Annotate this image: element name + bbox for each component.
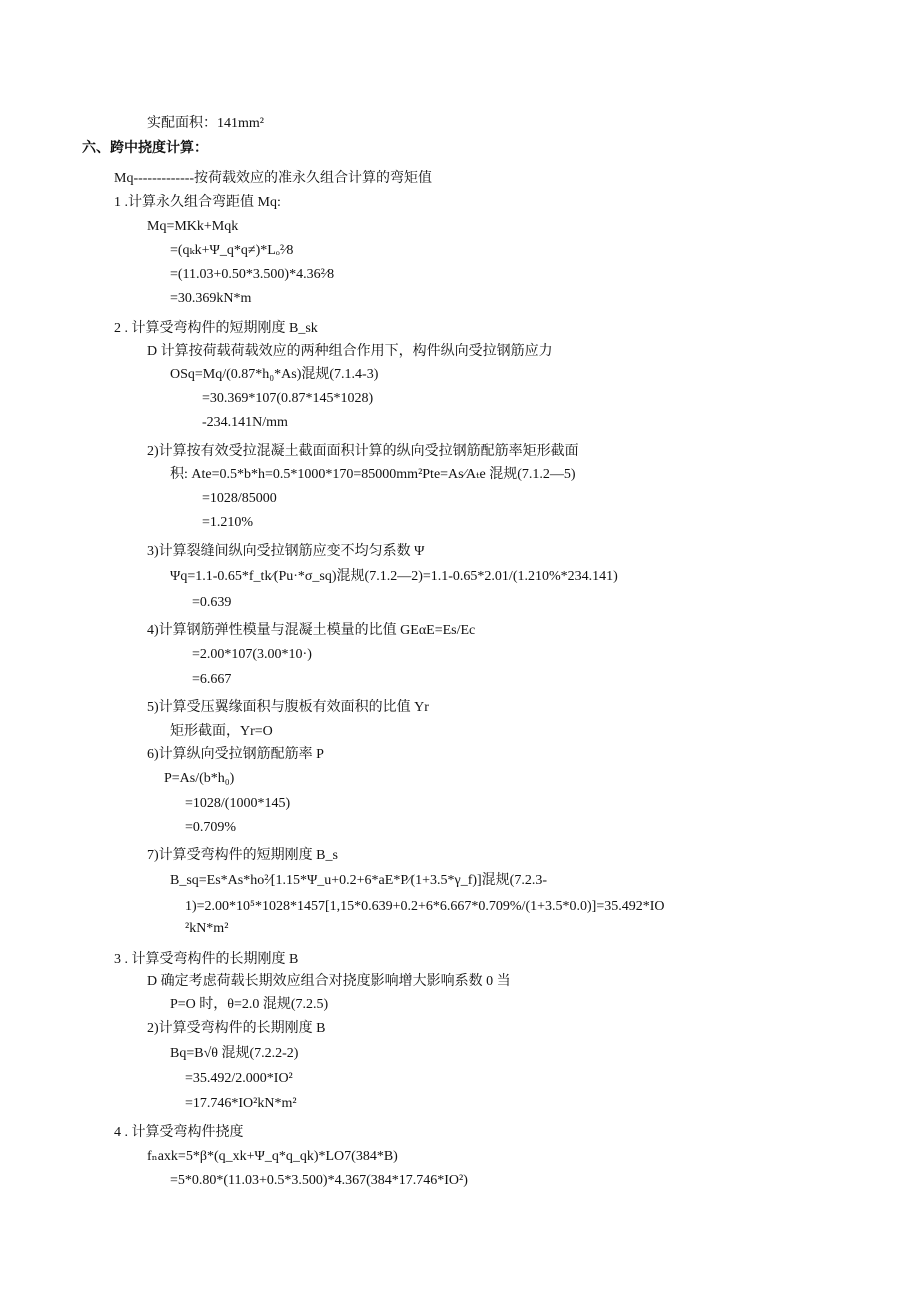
- text-line: =1.210%: [202, 515, 254, 530]
- text-line: 矩形截面，Yr=O: [170, 724, 273, 739]
- text-line: =30.369kN*m: [170, 291, 252, 306]
- text-line: =30.369*107(0.87*145*1028): [202, 391, 374, 406]
- text-line: -234.141N/mm: [202, 415, 288, 430]
- text-line: P=O 时，θ=2.0 混规(7.2.5): [170, 997, 329, 1012]
- text-line: =5*0.80*(11.03+0.5*3.500)*4.367(384*17.746*IO²): [170, 1173, 468, 1188]
- text-line: 6)计算纵向受拉钢筋配筋率 P: [147, 747, 324, 762]
- text-line: =17.746*IO²kN*m²: [185, 1096, 297, 1111]
- text-line: =1028/85000: [202, 491, 277, 506]
- text-line: Ψq=1.1-0.65*f_tk⁄(Pu·*σ_sq)混规(7.1.2—2)=1.1-0.65*2.01/(1.210%*234.141): [170, 569, 618, 584]
- text-line: 实配面积：141mm²: [147, 116, 264, 131]
- text-line: 2)计算受弯构件的长期刚度 B: [147, 1021, 326, 1036]
- text-line: =2.00*107(3.00*10·): [192, 647, 312, 662]
- text-line: 2)计算按有效受拉混凝土截面面积计算的纵向受拉钢筋配筋率矩形截面: [147, 444, 579, 459]
- text-line: =6.667: [192, 672, 232, 687]
- text-line: 2 . 计算受弯构件的短期刚度 B_sk: [114, 321, 318, 336]
- text-line: 4 . 计算受弯构件挠度: [114, 1125, 244, 1140]
- text-line: 7)计算受弯构件的短期刚度 B_s: [147, 848, 338, 863]
- text-line: 4)计算钢筋弹性模量与混凝土模量的比值 GEαE=Es/Ec: [147, 623, 476, 638]
- text-line: =(11.03+0.50*3.500)*4.36²⁄8: [170, 267, 335, 282]
- text-line: 3 . 计算受弯构件的长期刚度 B: [114, 952, 299, 967]
- text-line: 1)=2.00*10⁵*1028*1457[1,15*0.639+0.2+6*6.667*0.709%/(1+3.5*0.0)]=35.492*IO: [185, 899, 665, 914]
- section-heading: 六、跨中挠度计算：: [82, 140, 208, 156]
- text-line: Bq=B√θ 混规(7.2.2-2): [170, 1046, 299, 1061]
- text-line: =0.639: [192, 595, 232, 610]
- text-line: =(qₖk+Ψ_q*q≠)*Lₒ²⁄8: [170, 243, 294, 258]
- text-line: Mq=MKk+Mqk: [147, 219, 239, 234]
- text-line: B_sq=Es*As*ho²⁄[1.15*Ψ_u+0.2+6*aE*P⁄(1+3.5*γ_f)]混规(7.2.3-: [170, 873, 548, 888]
- text-line: ²kN*m²: [185, 921, 229, 936]
- text-line: D 计算按荷载荷载效应的两种组合作用下，构件纵向受拉钢筋应力: [147, 344, 553, 359]
- text-line: 5)计算受压翼缘面积与腹板有效面积的比值 Yr: [147, 700, 429, 715]
- text-line: P=As/(b*h₀): [164, 771, 235, 786]
- text-line: fₙaxk=5*β*(q_xk+Ψ_q*q_qk)*LO7(384*B): [147, 1149, 398, 1164]
- text-line: =1028/(1000*145): [185, 796, 291, 811]
- text-line: 3)计算裂缝间纵向受拉钢筋应变不均匀系数 Ψ: [147, 544, 425, 559]
- text-line: D 确定考虑荷载长期效应组合对挠度影响增大影响系数 0 当: [147, 974, 511, 989]
- text-line: =35.492/2.000*IO²: [185, 1071, 293, 1086]
- text-line: 1 .计算永久组合弯距值 Mq:: [114, 195, 281, 210]
- text-line: OSq=Mq/(0.87*h₀*As)混规(7.1.4-3): [170, 367, 379, 382]
- text-line: 积: Ate=0.5*b*h=0.5*1000*170=85000mm²Pte=As⁄Aₜe 混规(7.1.2—5): [170, 467, 576, 482]
- text-line: Mq-------------按荷载效应的准永久组合计算的弯矩值: [114, 171, 433, 186]
- text-line: =0.709%: [185, 820, 237, 835]
